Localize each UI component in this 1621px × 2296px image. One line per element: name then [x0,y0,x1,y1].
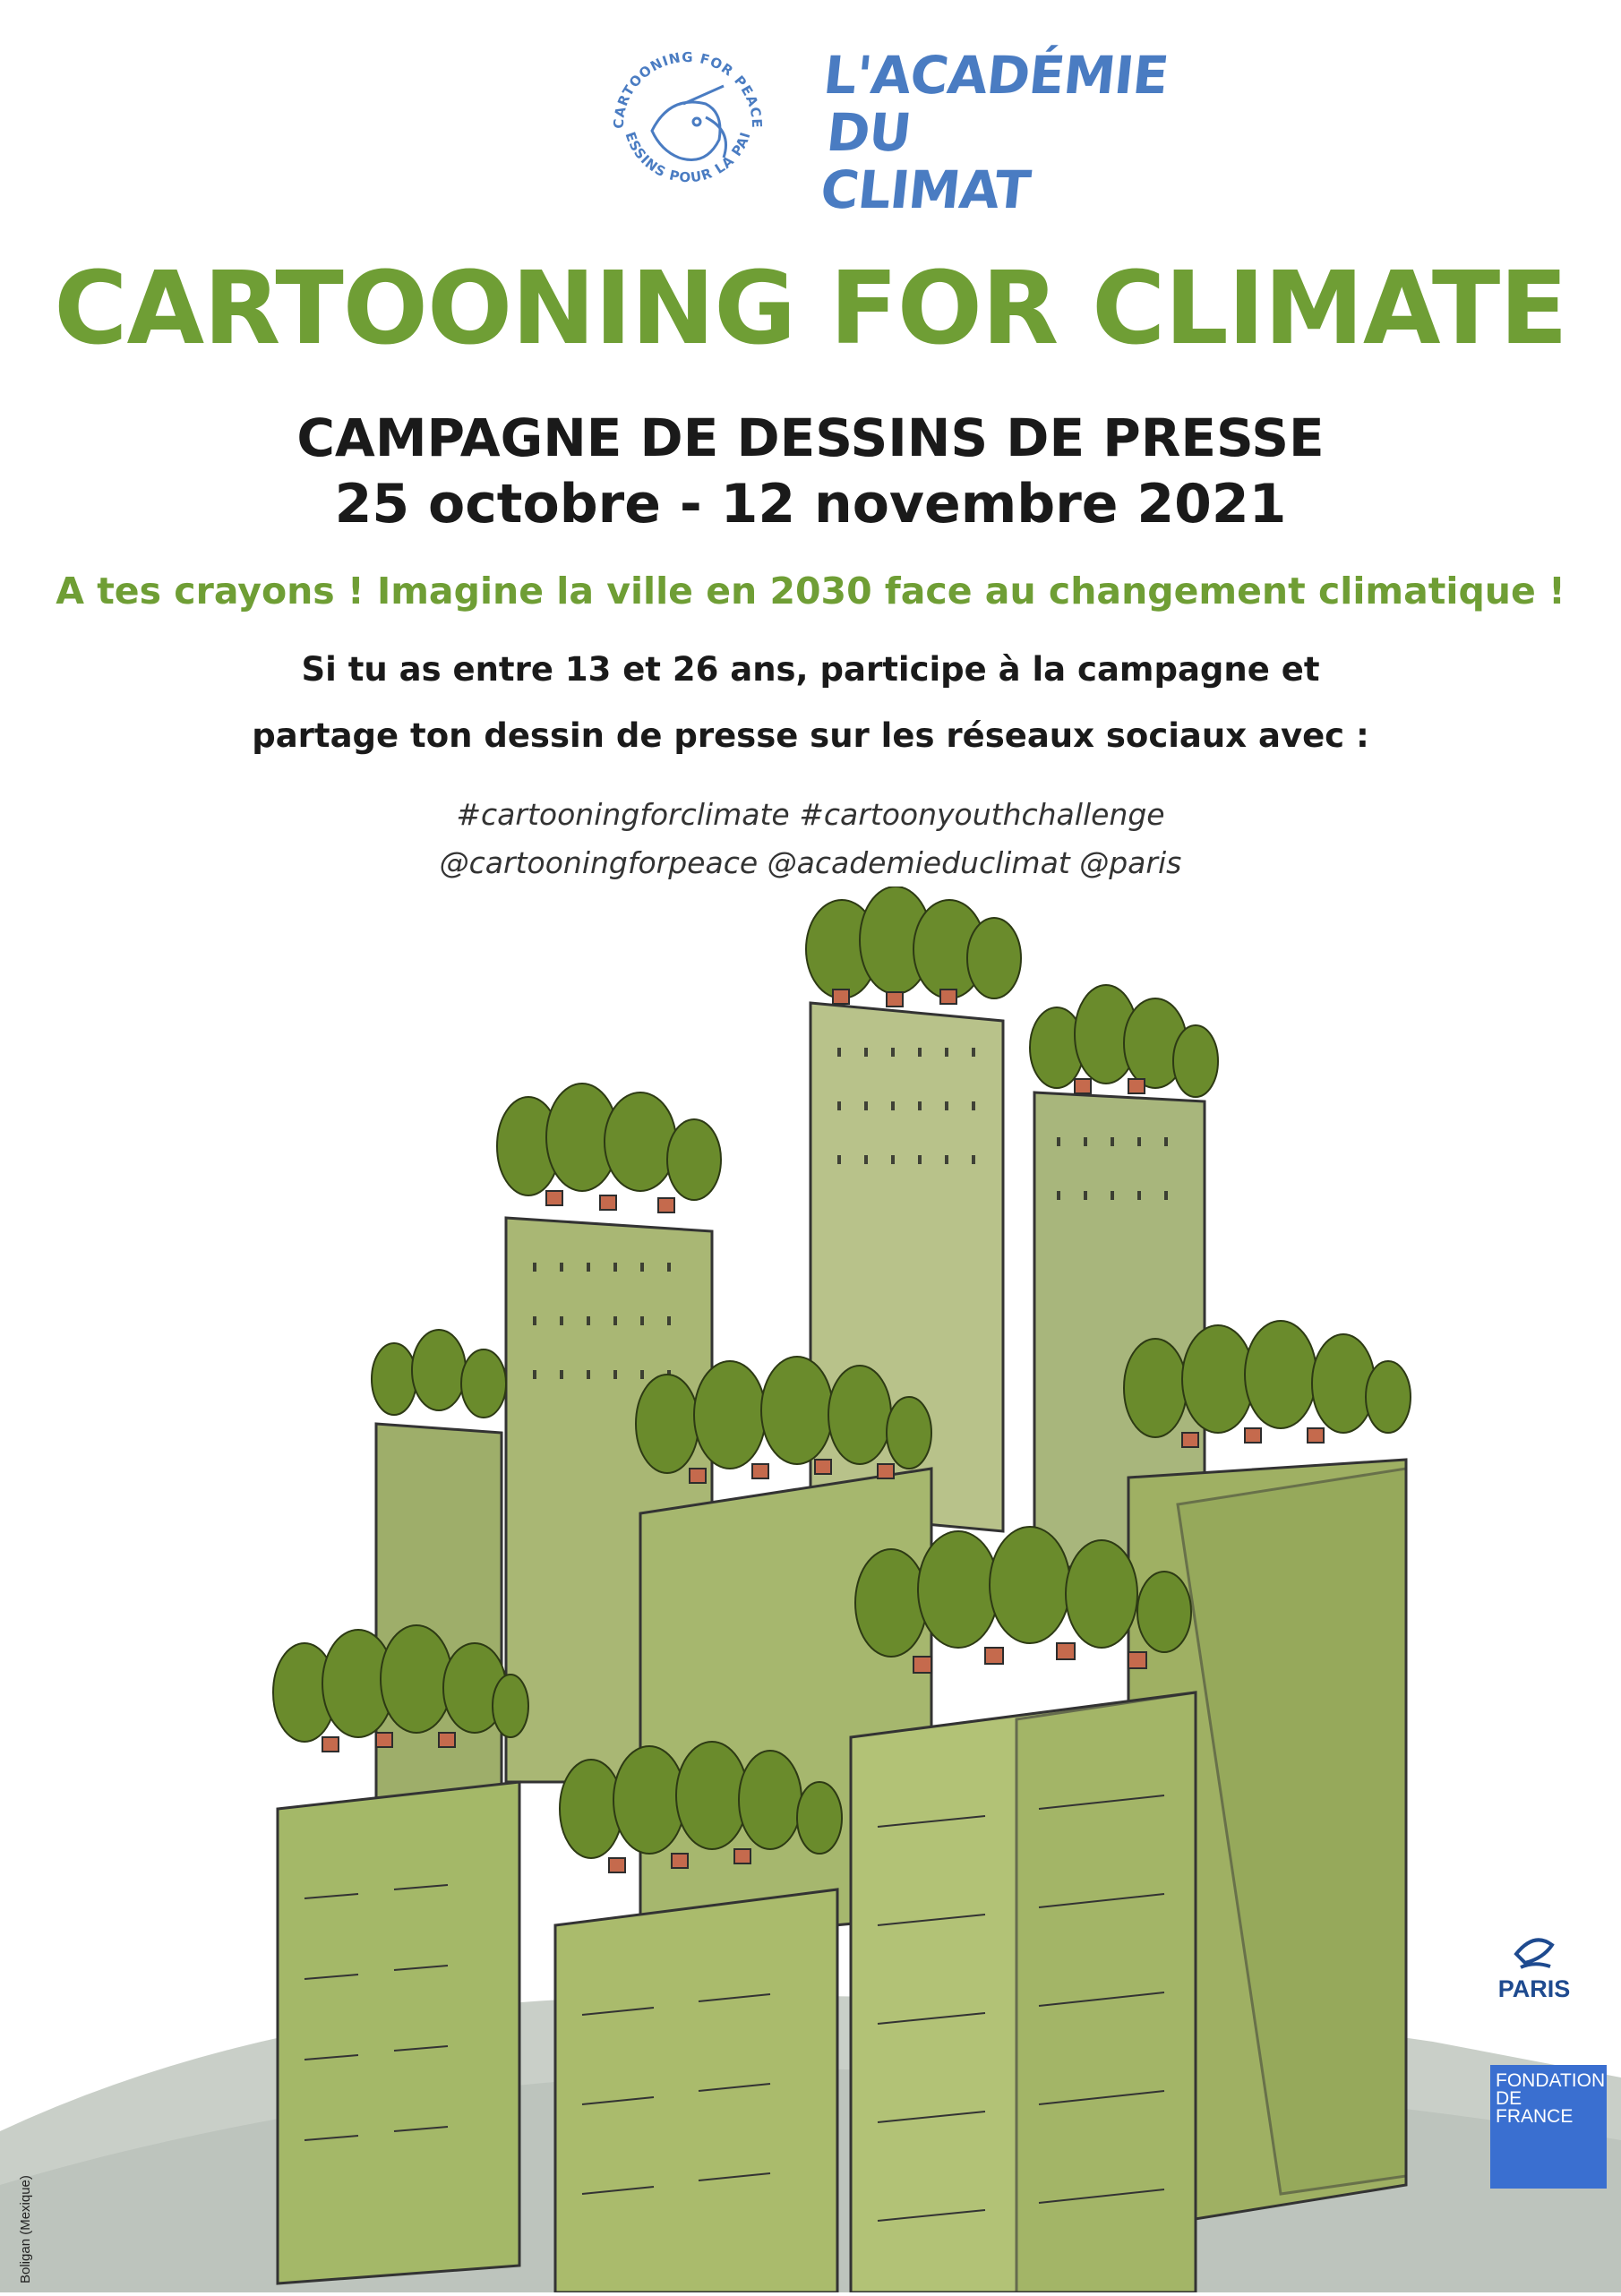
page-title: CARTOONING FOR CLIMATE [54,251,1567,367]
campaign-dates: 25 octobre - 12 novembre 2021 [334,473,1287,535]
campaign-subtitle: CAMPAGNE DE DESSINS DE PRESSE [296,407,1325,468]
paris-logo-label: PARIS [1497,1975,1571,2002]
dove-icon [652,86,726,160]
fondation-line-2: DE [1496,2088,1522,2109]
fondation-line-3: FRANCE [1496,2106,1574,2127]
fondation-de-france-logo [1490,2065,1607,2189]
academie-logo-line1: L'ACADÉMIE [820,45,1171,106]
social-handles: @cartooningforpeace @academieduclimat @paris [439,845,1182,880]
paris-ship-icon [1507,1927,1561,1972]
academie-logo-line2: DU CLIMAT [818,102,1033,220]
invite-line-1: Si tu as entre 13 et 26 ans, participe à la campagne et [301,650,1320,689]
cartooning-for-peace-logo [598,32,777,211]
hashtags: #cartooningforclimate #cartoonyouthchallenge [456,797,1165,832]
city-illustration [0,887,1621,2292]
tagline: A tes crayons ! Imagine la ville en 2030 face au changement climatique ! [56,570,1565,613]
illustrator-credit: Boligan (Mexique) [18,2175,33,2283]
cfp-logo-bottom-text: ESSINS POUR LA PAI [622,129,754,186]
fondation-line-1: FONDATION [1496,2070,1606,2091]
cfp-logo-top-text: CARTOONING FOR PEACE [610,48,766,130]
invite-line-2: partage ton dessin de presse sur les réseaux sociaux avec : [252,716,1369,755]
svg-text:CARTOONING FOR PEACE [611,49,765,129]
academie-du-climat-logo [818,45,1171,220]
paris-logo [1476,1927,1592,2008]
